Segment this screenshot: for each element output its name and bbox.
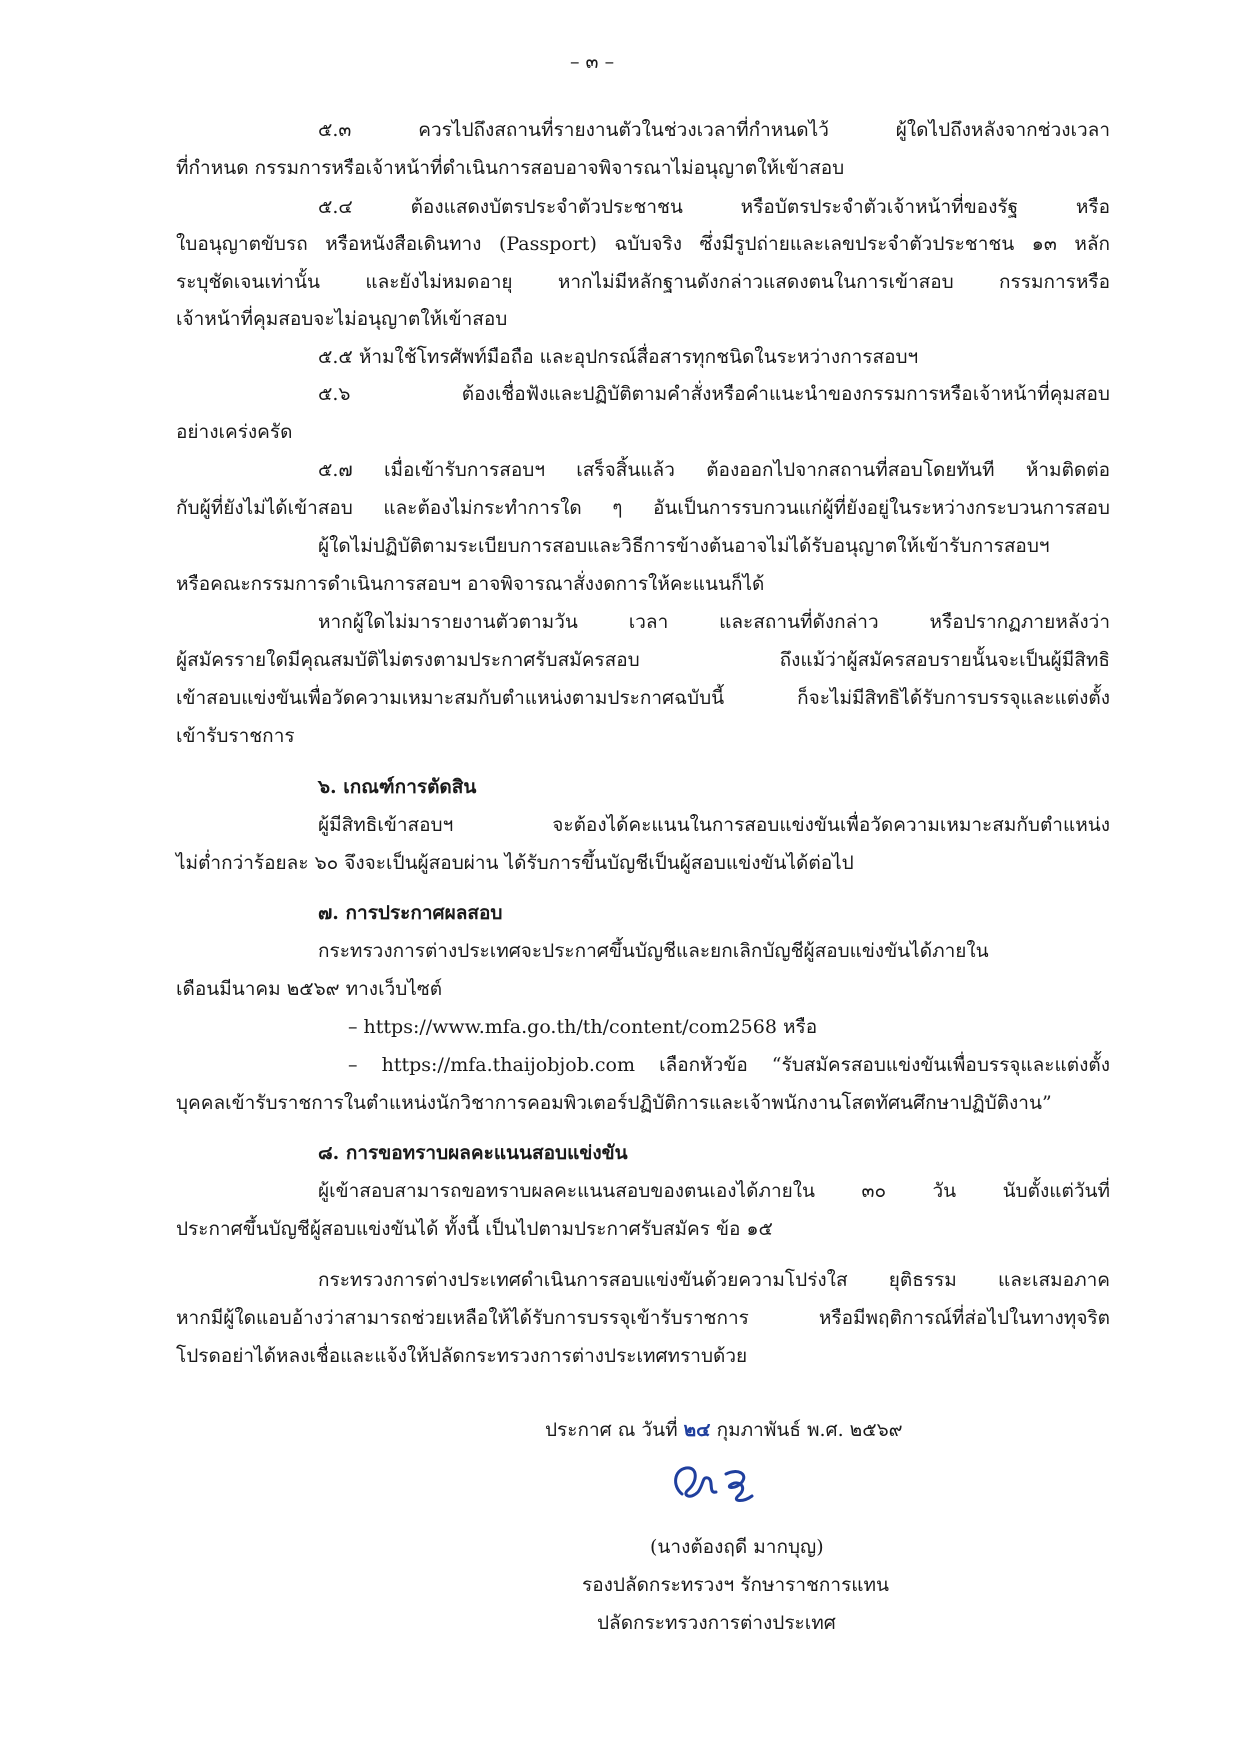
item-5-3-line-2: ที่กำหนด กรรมการหรือเจ้าหน้าที่ดำเนินการสอบอาจพิจารณาไม่อนุญาตให้เข้าสอบ	[176, 157, 845, 179]
signer-title-2: ปลัดกระทรวงการต่างประเทศ	[597, 1612, 836, 1634]
signer-title-1: รองปลัดกระทรวงฯ รักษาราชการแทน	[582, 1574, 890, 1596]
item-5-6-line-1: ๕.๖ ต้องเชื่อฟังและปฏิบัติตามคำสั่งหรือคำแนะนำของกรรมการหรือเจ้าหน้าที่คุมสอบ	[318, 383, 1110, 405]
item-5-3-line-1: ๕.๓ ควรไปถึงสถานที่รายงานตัวในช่วงเวลาที่กำหนดไว้ ผู้ใดไปถึงหลังจากช่วงเวลา	[318, 119, 1110, 141]
section-6-heading: ๖. เกณฑ์การตัดสิน	[318, 776, 477, 798]
signer-name: (นางต้องฤดี มากบุญ)	[650, 1536, 824, 1558]
item-5-4-line-1: ๕.๔ ต้องแสดงบัตรประจำตัวประชาชน หรือบัตรประจำตัวเจ้าหน้าที่ของรัฐ หรือ	[318, 196, 1110, 218]
section-6-line-2: ไม่ต่ำกว่าร้อยละ ๖๐ จึงจะเป็นผู้สอบผ่าน ได้รับการขึ้นบัญชีเป็นผู้สอบแข่งขันได้ต่อไป	[176, 852, 854, 874]
item-5-4-line-4: เจ้าหน้าที่คุมสอบจะไม่อนุญาตให้เข้าสอบ	[176, 308, 508, 330]
closing-line-2: หากมีผู้ใดแอบอ้างว่าสามารถช่วยเหลือให้ได้รับการบรรจุเข้ารับราชการ หรือมีพฤติการณ์ที่ส่อไปในทางทุจริต	[176, 1307, 1110, 1329]
closing-line-1: กระทรวงการต่างประเทศดำเนินการสอบแข่งขันด้วยความโปร่งใส ยุติธรรม และเสมอภาค	[318, 1269, 1110, 1291]
section-7-line-5: บุคคลเข้ารับราชการในตำแหน่งนักวิชาการคอมพิวเตอร์ปฏิบัติการและเจ้าพนักงานโสตทัศนศึกษาปฏิบัติงาน”	[176, 1092, 1052, 1114]
section-7-line-1: กระทรวงการต่างประเทศจะประกาศขึ้นบัญชีและยกเลิกบัญชีผู้สอบแข่งขันได้ภายใน	[318, 940, 989, 962]
date-day: ๒๔	[683, 1419, 711, 1441]
handwritten-signature	[664, 1456, 774, 1516]
section-6-line-1: ผู้มีสิทธิเข้าสอบฯ จะต้องได้คะแนนในการสอบแข่งขันเพื่อวัดความเหมาะสมกับตำแหน่ง	[318, 814, 1110, 836]
eligibility-para-line-1: หากผู้ใดไม่มารายงานตัวตามวัน เวลา และสถานที่ดังกล่าว หรือปรากฏภายหลังว่า	[318, 611, 1110, 633]
penalty-para-line-1: ผู้ใดไม่ปฏิบัติตามระเบียบการสอบและวิธีการข้างต้นอาจไม่ได้รับอนุญาตให้เข้ารับการสอบฯ	[318, 535, 1050, 557]
section-7-heading: ๗. การประกาศผลสอบ	[318, 902, 503, 924]
section-7-line-2: เดือนมีนาคม ๒๕๖๙ ทางเว็บไซต์	[176, 978, 443, 1000]
item-5-7-line-2: กับผู้ที่ยังไม่ได้เข้าสอบ และต้องไม่กระทำการใด ๆ อันเป็นการรบกวนแก่ผู้ที่ยังอยู่ในระหว่างกระบวนการสอบ	[176, 497, 1110, 519]
closing-line-3: โปรดอย่าได้หลงเชื่อและแจ้งให้ปลัดกระทรวงการต่างประเทศทราบด้วย	[176, 1345, 748, 1367]
eligibility-para-line-3: เข้าสอบแข่งขันเพื่อวัดความเหมาะสมกับตำแหน่งตามประกาศฉบับนี้ ก็จะไม่มีสิทธิได้รับการบรรจุและแต่งตั้ง	[176, 687, 1110, 709]
section-8-line-2: ประกาศขึ้นบัญชีผู้สอบแข่งขันได้ ทั้งนี้ เป็นไปตามประกาศรับสมัคร ข้อ ๑๕	[176, 1218, 773, 1240]
item-5-4-line-3: ระบุชัดเจนเท่านั้น และยังไม่หมดอายุ หากไม่มีหลักฐานดังกล่าวแสดงตนในการเข้าสอบ กรรมการหรือ	[176, 271, 1110, 293]
item-5-7-line-1: ๕.๗ เมื่อเข้ารับการสอบฯ เสร็จสิ้นแล้ว ต้องออกไปจากสถานที่สอบโดยทันที ห้ามติดต่อ	[318, 459, 1110, 481]
section-8-heading: ๘. การขอทราบผลคะแนนสอบแข่งขัน	[318, 1142, 628, 1164]
page-number: – ๓ –	[570, 51, 615, 73]
date-prefix: ประกาศ ณ วันที่	[545, 1419, 678, 1441]
eligibility-para-line-2: ผู้สมัครรายใดมีคุณสมบัติไม่ตรงตามประกาศรับสมัครสอบ ถึงแม้ว่าผู้สมัครสอบรายนั้นจะเป็นผู้มีสิทธิ	[176, 649, 1110, 671]
section-7-link-2: – https://mfa.thaijobjob.com เลือกหัวข้อ “รับสมัครสอบแข่งขันเพื่อบรรจุและแต่งตั้ง	[348, 1054, 1110, 1076]
item-5-5-line-1: ๕.๕ ห้ามใช้โทรศัพท์มือถือ และอุปกรณ์สื่อสารทุกชนิดในระหว่างการสอบฯ	[318, 346, 919, 368]
section-7-link-1: – https://www.mfa.go.th/th/content/com2568 หรือ	[348, 1016, 818, 1038]
date-suffix: กุมภาพันธ์ พ.ศ. ๒๕๖๙	[716, 1419, 903, 1441]
eligibility-para-line-4: เข้ารับราชการ	[176, 725, 295, 747]
penalty-para-line-2: หรือคณะกรรมการดำเนินการสอบฯ อาจพิจารณาสั่งงดการให้คะแนนก็ได้	[176, 573, 765, 595]
item-5-6-line-2: อย่างเคร่งครัด	[176, 421, 293, 443]
section-8-line-1: ผู้เข้าสอบสามารถขอทราบผลคะแนนสอบของตนเองได้ภายใน ๓๐ วัน นับตั้งแต่วันที่	[318, 1180, 1110, 1202]
announcement-date	[545, 1418, 903, 1442]
item-5-4-line-2: ใบอนุญาตขับรถ หรือหนังสือเดินทาง (Passport) ฉบับจริง ซึ่งมีรูปถ่ายและเลขประจำตัวประชาชน ๑๓ หลัก	[176, 233, 1110, 255]
